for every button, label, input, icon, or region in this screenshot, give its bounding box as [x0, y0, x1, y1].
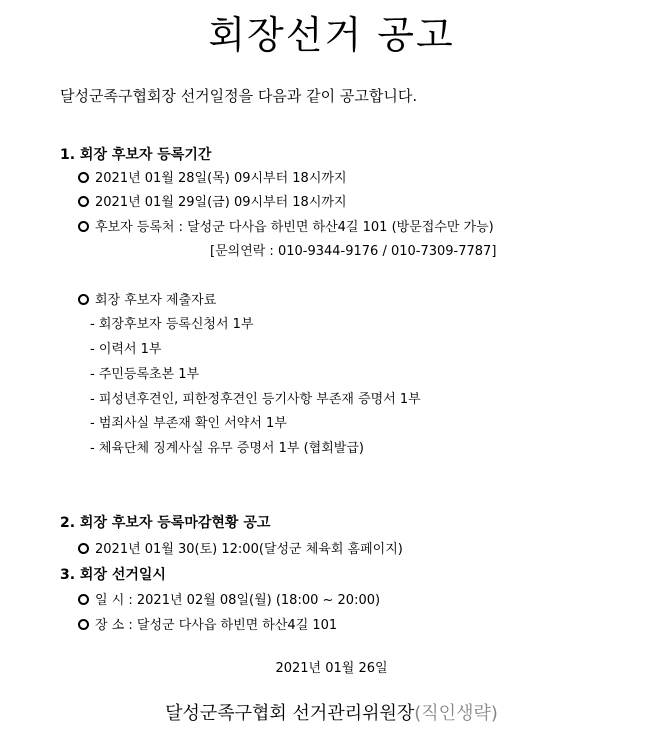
notice-date: 2021년 01월 26일	[275, 661, 388, 676]
section2-item-1	[78, 541, 403, 559]
section3-item-text: 장 소 : 달성군 다사읍 하빈면 하산4길 101	[95, 618, 338, 633]
section1-heading: 1. 회장 후보자 등록기간	[60, 147, 212, 163]
section3-item-text: 일 시 : 2021년 02월 08일(월) (18:00 ~ 20:00)	[95, 593, 381, 608]
signatory-name: 달성군족구협회 선거관리위원장	[165, 703, 415, 724]
circle-bullet-icon	[78, 594, 89, 605]
docs-heading-line	[78, 292, 216, 310]
circle-bullet-icon	[78, 294, 89, 305]
section1-item-1	[78, 170, 347, 188]
section1-item-text: 후보자 등록처 : 달성군 다사읍 하빈면 하산4길 101 (방문접수만 가능)	[95, 220, 494, 235]
circle-bullet-icon	[78, 221, 89, 232]
circle-bullet-icon	[78, 196, 89, 207]
section3-heading: 3. 회장 선거일시	[60, 567, 166, 583]
signature-line	[0, 702, 663, 726]
notice-title: 회장선거 공고	[208, 13, 455, 57]
doc-item: - 피성년후견인, 피한정후견인 등기사항 부존재 증명서 1부	[90, 392, 421, 407]
section2-item-text: 2021년 01월 30(토) 12:00(달성군 체육회 홈페이지)	[95, 542, 403, 557]
contact-info: [문의연락 : 010-9344-9176 / 010-7309-7787]	[210, 244, 497, 259]
section2-heading: 2. 회장 후보자 등록마감현황 공고	[60, 515, 271, 531]
section1-item-3	[78, 219, 494, 237]
section1-item-2	[78, 194, 347, 212]
circle-bullet-icon	[78, 619, 89, 630]
section3-item-2	[78, 617, 337, 635]
doc-item: - 체육단체 징계사실 유무 증명서 1부 (협회발급)	[90, 441, 364, 456]
circle-bullet-icon	[78, 172, 89, 183]
section3-item-1	[78, 592, 380, 610]
section1-item-text: 2021년 01월 29일(금) 09시부터 18시까지	[95, 195, 347, 210]
doc-item: - 주민등록초본 1부	[90, 367, 200, 382]
docs-heading: 회장 후보자 제출자료	[95, 293, 217, 308]
doc-item: - 범죄사실 부존재 확인 서약서 1부	[90, 416, 287, 431]
intro-text: 달성군족구협회장 선거일정을 다음과 같이 공고합니다.	[60, 87, 418, 105]
doc-item: - 이력서 1부	[90, 342, 162, 357]
circle-bullet-icon	[78, 543, 89, 554]
seal-note: (직인생략)	[414, 703, 498, 724]
section1-item-text: 2021년 01월 28일(목) 09시부터 18시까지	[95, 171, 347, 186]
doc-item: - 회장후보자 등록신청서 1부	[90, 317, 254, 332]
